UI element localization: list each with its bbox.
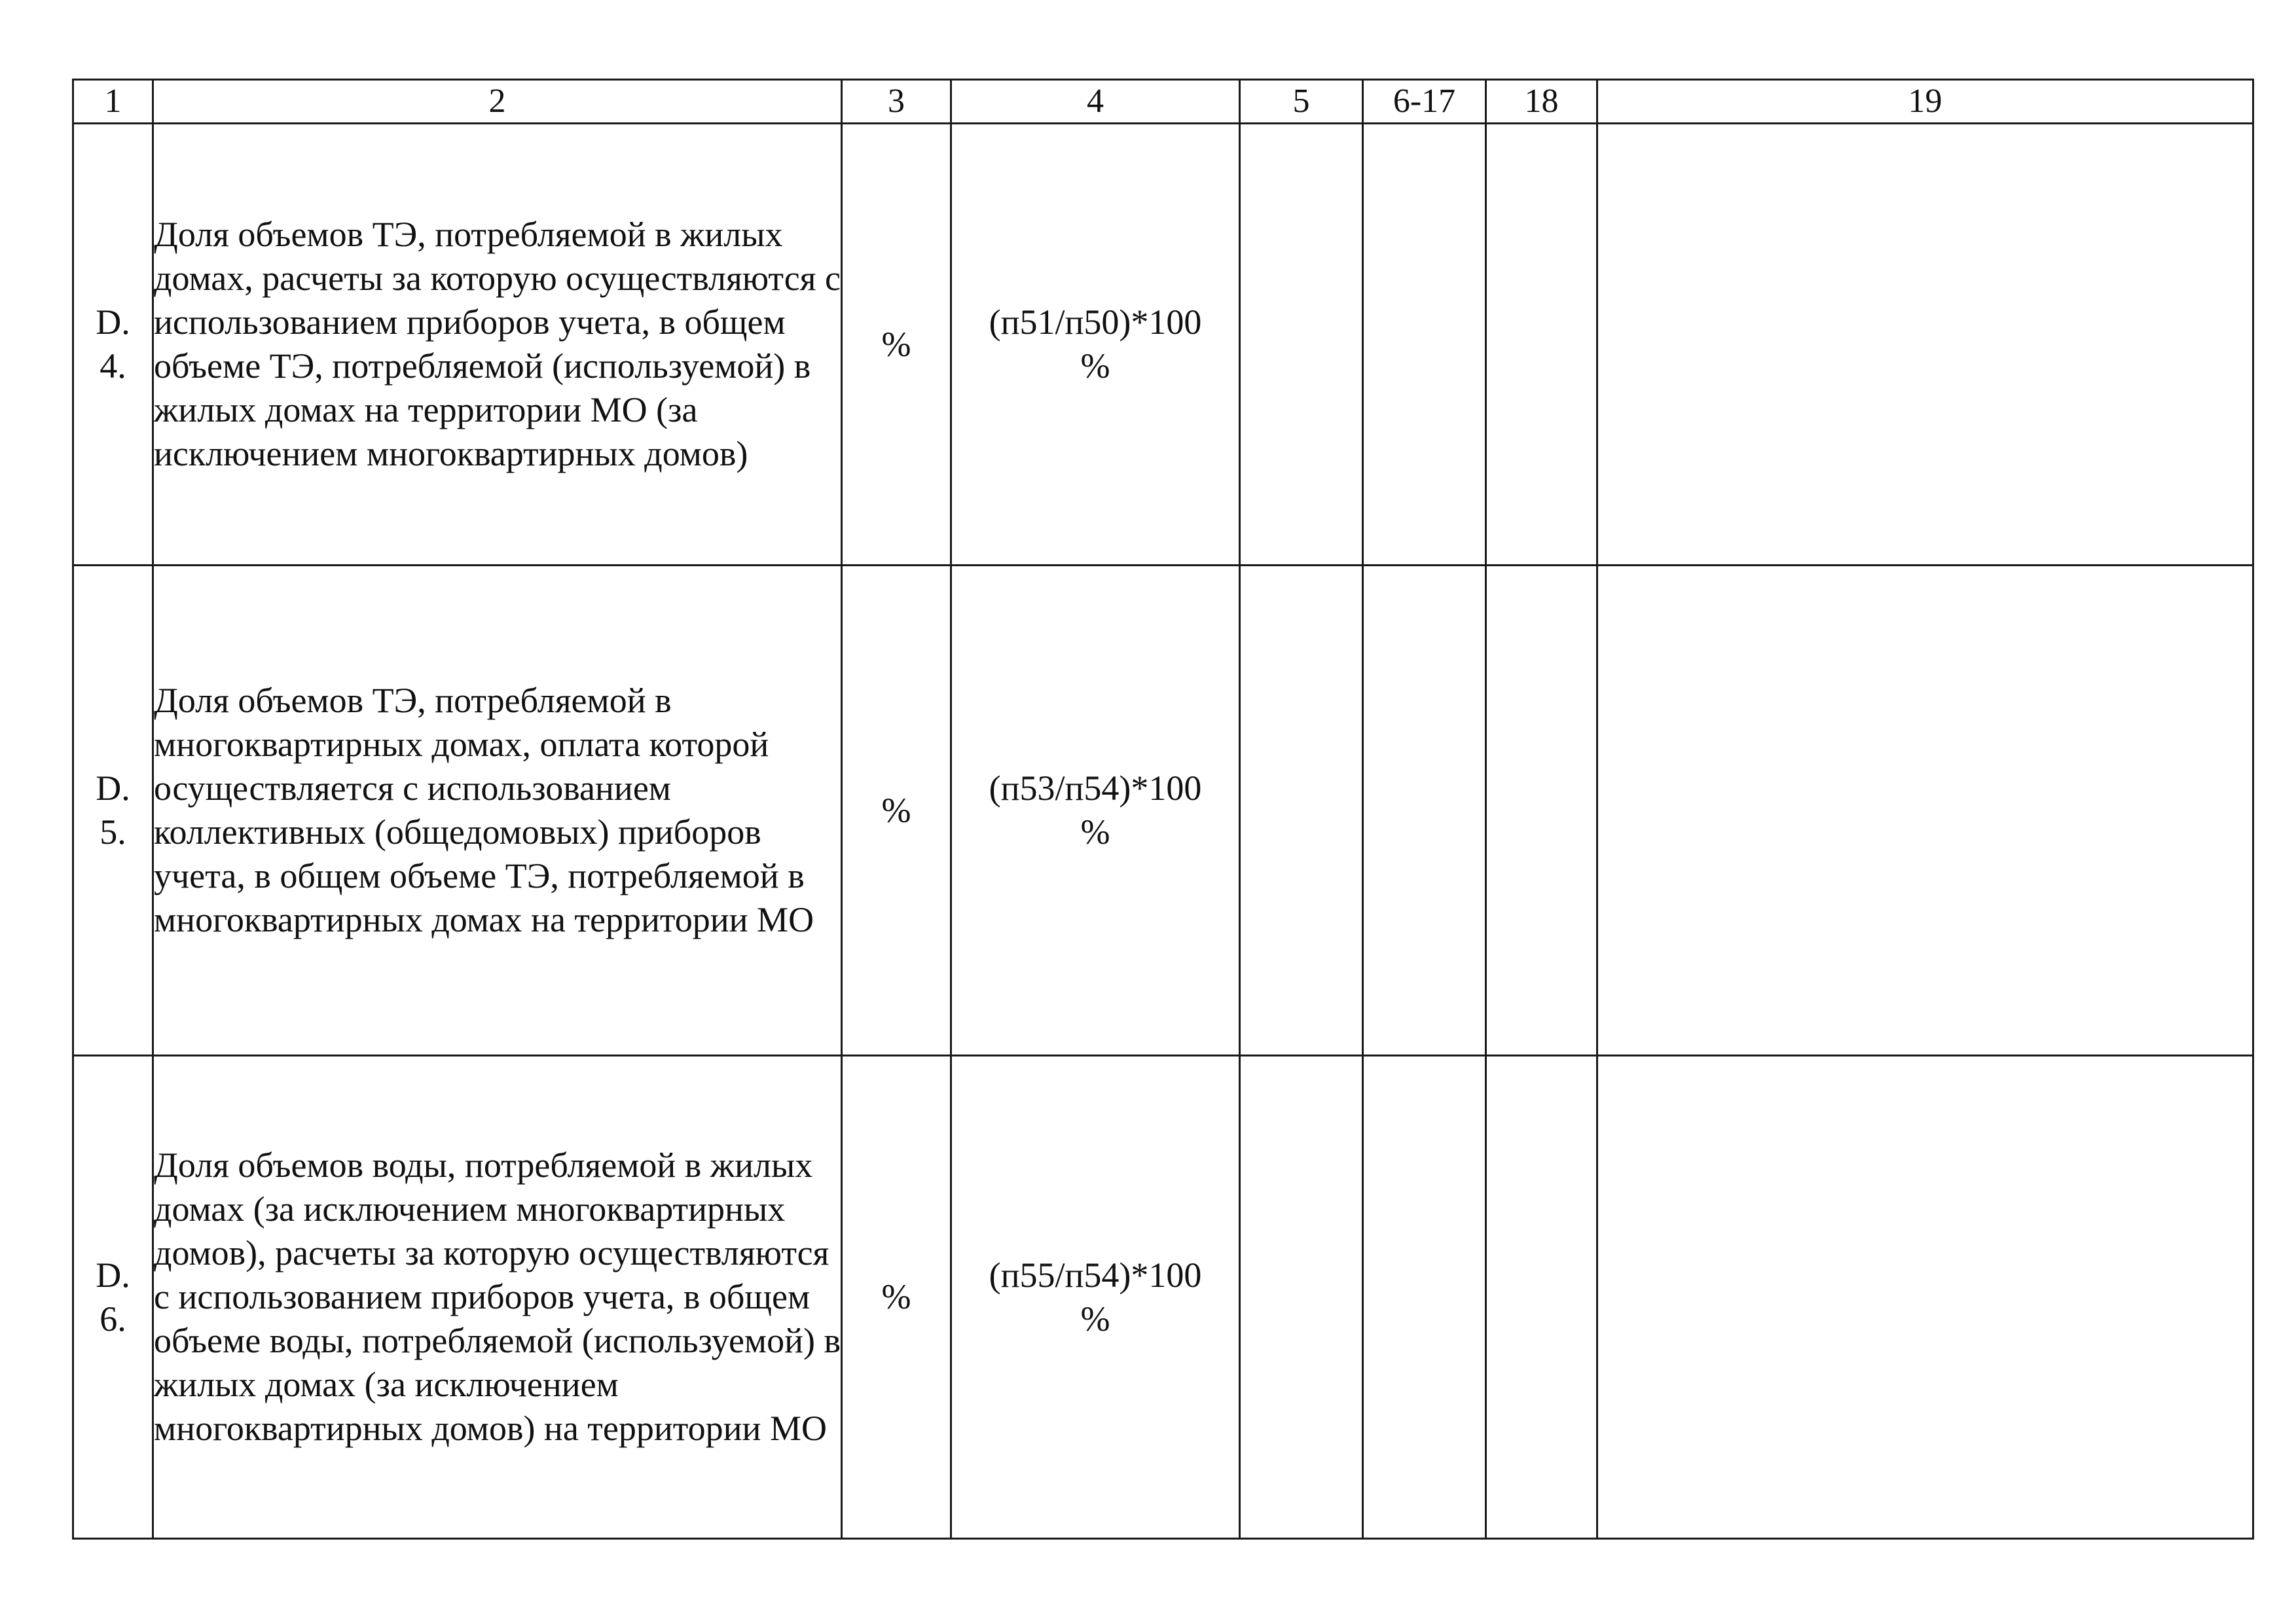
formula-expression: (п55/п54)*100 (989, 1255, 1202, 1295)
indicator-formula (951, 124, 1240, 566)
cell-col-18 (1486, 124, 1597, 566)
indicator-unit: % (842, 124, 951, 566)
row-number (73, 1056, 153, 1539)
header-row (73, 80, 2253, 124)
cell-col-5 (1240, 566, 1363, 1056)
formula-expression: (п51/п50)*100 (989, 302, 1202, 342)
header-col-4: 4 (951, 80, 1240, 124)
formula-unit: % (1080, 1299, 1110, 1339)
cell-col-19 (1597, 566, 2253, 1056)
header-col-18: 18 (1486, 80, 1597, 124)
formula-expression: (п53/п54)*100 (989, 768, 1202, 808)
indicator-name: Доля объемов ТЭ, потребляемой в многоквартирных домах, оплата которой осуществляется с использованием коллективных (общедомовых) приборов учета, в общем объеме ТЭ, потребляемой в многоквартирных домах на территории МО (153, 566, 842, 1056)
indicator-unit: % (842, 1056, 951, 1539)
cell-col-5 (1240, 124, 1363, 566)
table-row (73, 566, 2253, 1056)
indicator-unit: % (842, 566, 951, 1056)
cell-col-6-17 (1363, 566, 1486, 1056)
indicators-table (72, 79, 2254, 1540)
header-col-2: 2 (153, 80, 842, 124)
cell-col-19 (1597, 124, 2253, 566)
header-col-5: 5 (1240, 80, 1363, 124)
header-col-6-17: 6-17 (1363, 80, 1486, 124)
formula-unit: % (1080, 346, 1110, 386)
formula-unit: % (1080, 812, 1110, 852)
row-number-index: 5. (100, 812, 126, 852)
indicator-name: Доля объемов ТЭ, потребляемой в жилых домах, расчеты за которую осуществляются с использованием приборов учета, в общем объеме ТЭ, потребляемой (используемой) в жилых домах на территории МО (за исключением многоквартирных домов) (153, 124, 842, 566)
indicator-formula (951, 566, 1240, 1056)
row-number-prefix: D. (96, 768, 130, 808)
row-number-index: 4. (100, 346, 126, 386)
row-number-prefix: D. (96, 302, 130, 342)
header-col-3: 3 (842, 80, 951, 124)
cell-col-19 (1597, 1056, 2253, 1539)
row-number-prefix: D. (96, 1255, 130, 1295)
table-row (73, 124, 2253, 566)
row-number (73, 124, 153, 566)
row-number (73, 566, 153, 1056)
cell-col-6-17 (1363, 1056, 1486, 1539)
indicator-name: Доля объемов воды, потребляемой в жилых домах (за исключением многоквартирных домов), расчеты за которую осуществляются с использованием приборов учета, в общем объеме воды, потребляемой (используемой) в жилых домах (за исключением многоквартирных домов) на территории МО (153, 1056, 842, 1539)
cell-col-18 (1486, 566, 1597, 1056)
row-number-index: 6. (100, 1299, 126, 1339)
indicator-formula (951, 1056, 1240, 1539)
cell-col-5 (1240, 1056, 1363, 1539)
cell-col-6-17 (1363, 124, 1486, 566)
header-col-19: 19 (1597, 80, 2253, 124)
table-row (73, 1056, 2253, 1539)
cell-col-18 (1486, 1056, 1597, 1539)
header-col-1: 1 (73, 80, 153, 124)
